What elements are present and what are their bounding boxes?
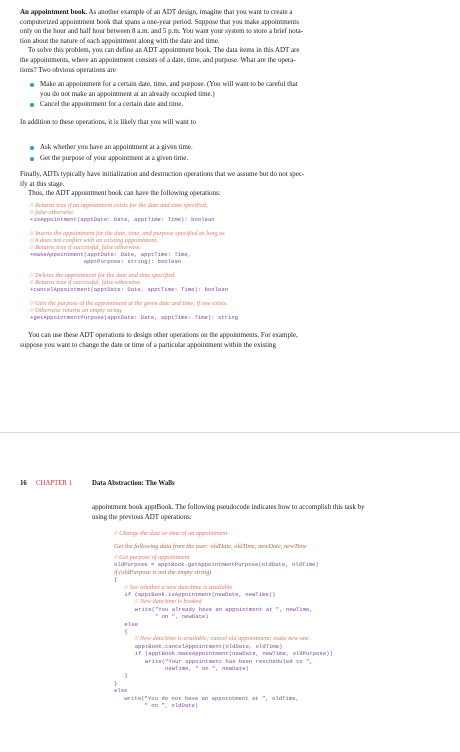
paragraph-line: the appointments, where an appointment consists of a date, time, and purpose. What are the opera- — [20, 55, 296, 64]
paragraph-line: Finally, ADTs typically have initialization and destruction operations that we assume but do not spec- — [20, 170, 305, 178]
pseudocode-line: write("Your appointment has been rescheduled to ", — [134, 657, 313, 665]
pseudocode-line: " on ", newDate) — [134, 613, 209, 621]
paragraph-line: appointment book apptBook. The following pseudocode indicates how to accomplish this task by — [92, 503, 365, 511]
paragraph-line: Thus, the ADT appointment book can have the following operations: — [28, 189, 221, 198]
bullet-item — [40, 80, 450, 99]
bullet-item: Get the purpose of your appointment at a given time. — [40, 154, 189, 162]
page-number: 16 — [20, 480, 27, 487]
pseudocode-line: // Get purpose of appointment — [114, 554, 190, 561]
bullet-item — [40, 100, 450, 110]
pseudocode-line: write("You do not have an appointment at ", oldTime, — [124, 694, 299, 702]
pseudocode-line: " on ", oldDate) — [124, 702, 199, 709]
bullet-text: you do not make an appointment at an already occupied time.) — [40, 89, 215, 98]
pseudocode-line: oldPurpose = apptBook.getAppointmentPurpose(oldDate, oldTime) — [114, 561, 319, 569]
pseudocode-line: write("You already have an appointment at ", newTime, — [134, 605, 313, 613]
paragraph-line: ify at this stage. — [20, 179, 65, 188]
pseudocode-line: } — [114, 679, 118, 687]
code-comment: // Inserts the appointment for the date, time, and purpose specified as long as — [30, 230, 225, 237]
page-divider — [0, 432, 460, 433]
paragraph-line: using the previous ADT operations: — [92, 512, 192, 521]
bullet-marker — [30, 103, 34, 107]
pseudocode-block — [114, 530, 454, 748]
paragraph-finally — [20, 170, 450, 199]
paragraph-line: suppose you want to change the date or time of a particular appointment within the existing — [20, 340, 277, 349]
paragraph-line: computerized appointment book that spans a one-year period. Suppose that you make appointments — [20, 17, 299, 26]
pseudocode-line: { — [124, 628, 128, 635]
operation-signature: +makeAppointment(apptDate: Date, apptTime: Time, — [30, 251, 192, 258]
bullet-marker — [30, 157, 34, 161]
pseudocode-line: if (apptBook.makeAppointment(newDate, newTime, oldPurpose)) — [134, 650, 333, 658]
code-comment: // Returns true if successful, false otherwise. — [30, 244, 142, 251]
pseudocode-line: } — [124, 672, 128, 680]
pseudocode-line: else — [124, 620, 138, 628]
chapter-label: CHAPTER 1 — [36, 480, 73, 487]
bullet-marker — [30, 146, 34, 150]
pseudocode-line: // Change the date or time of an appointment — [114, 530, 228, 537]
pseudocode-line: if (apptBook.isAppointment(newDate, newTime)) — [124, 591, 276, 598]
chapter-title: Data Abstraction: The Walls — [92, 480, 175, 487]
pseudocode-line: newTime, " on ", newDate) — [134, 665, 249, 672]
paragraph-line: You can use these ADT operations to design other operations on the appointments. For example, — [28, 331, 298, 339]
code-comment: // Returns true if an appointment exists for the date and time specified, — [30, 202, 208, 209]
paragraph-line: As another example of an ADT design, imagine that you want to create a — [88, 8, 293, 16]
pseudocode-line: // New date/time is available; cancel old appointment; make new one — [134, 635, 309, 643]
code-comment: // it does not conflict with an existing appointment. — [30, 237, 158, 244]
pseudocode-line: Get the following data from the user: oldDate, oldTime, newDate, newTime — [114, 543, 307, 550]
paragraph-line: tions? Two obvious operations are — [20, 65, 116, 74]
pseudocode-line: apptBook.cancelAppointment(oldDate, oldTime) — [134, 642, 283, 650]
pseudocode-line: // New date/time is booked — [134, 598, 202, 606]
operation-signature: +isAppointment(apptDate: Date, apptTime: Time): boolean — [30, 216, 215, 223]
paragraph-lead: An appointment book. — [20, 8, 88, 16]
paragraph-intro — [20, 8, 450, 75]
code-comment: // Deletes the appointment for the date and time specified. — [30, 272, 176, 279]
paragraph-line: tion about the nature of each appointment along with the date and time. — [20, 36, 220, 45]
paragraph-closing — [20, 331, 450, 350]
operation-signature: +cancelAppointment(apptDate: Date, apptTime: Time): boolean — [30, 286, 229, 293]
paragraph-line: only on the hour and half hour between 8 a.m. and 5 p.m. You want your system to store a brief nota- — [20, 27, 304, 36]
bullet-marker — [30, 83, 34, 87]
pseudocode-line: if (oldPurpose is not the empty string) — [114, 568, 212, 576]
operation-signature: apptPurpose: string): boolean — [30, 258, 182, 265]
pseudocode-line: { — [114, 576, 118, 584]
operation-signature: +getAppointmentPurpose(apptDate: Date, apptTime: Time): string — [30, 314, 239, 321]
code-comment: // Gets the purpose of the appointment at the given date and time, if one exists. — [30, 300, 228, 307]
paragraph-additional: In addition to these operations, it is likely that you will want to — [20, 118, 196, 126]
paragraph-line: To solve this problem, you can define an ADT appointment book. The data items in this ADT are — [28, 46, 300, 55]
code-comment: // false otherwise. — [30, 209, 75, 216]
bullet-text: Cancel the appointment for a certain date and time. — [40, 100, 184, 108]
bullet-item: Ask whether you have an appointment at a given time. — [40, 143, 193, 151]
bullet-text: Make an appointment for a certain date, time, and purpose. (You will want to be careful that — [40, 80, 298, 88]
pseudocode-line: else — [114, 687, 128, 695]
code-comment: // Returns true if successful, false otherwise. — [30, 279, 142, 286]
code-comment: // Otherwise returns an empty string. — [30, 307, 123, 314]
pseudocode-line: // See whether a new date/time is available — [124, 583, 233, 591]
paragraph-intro-2 — [92, 503, 452, 522]
